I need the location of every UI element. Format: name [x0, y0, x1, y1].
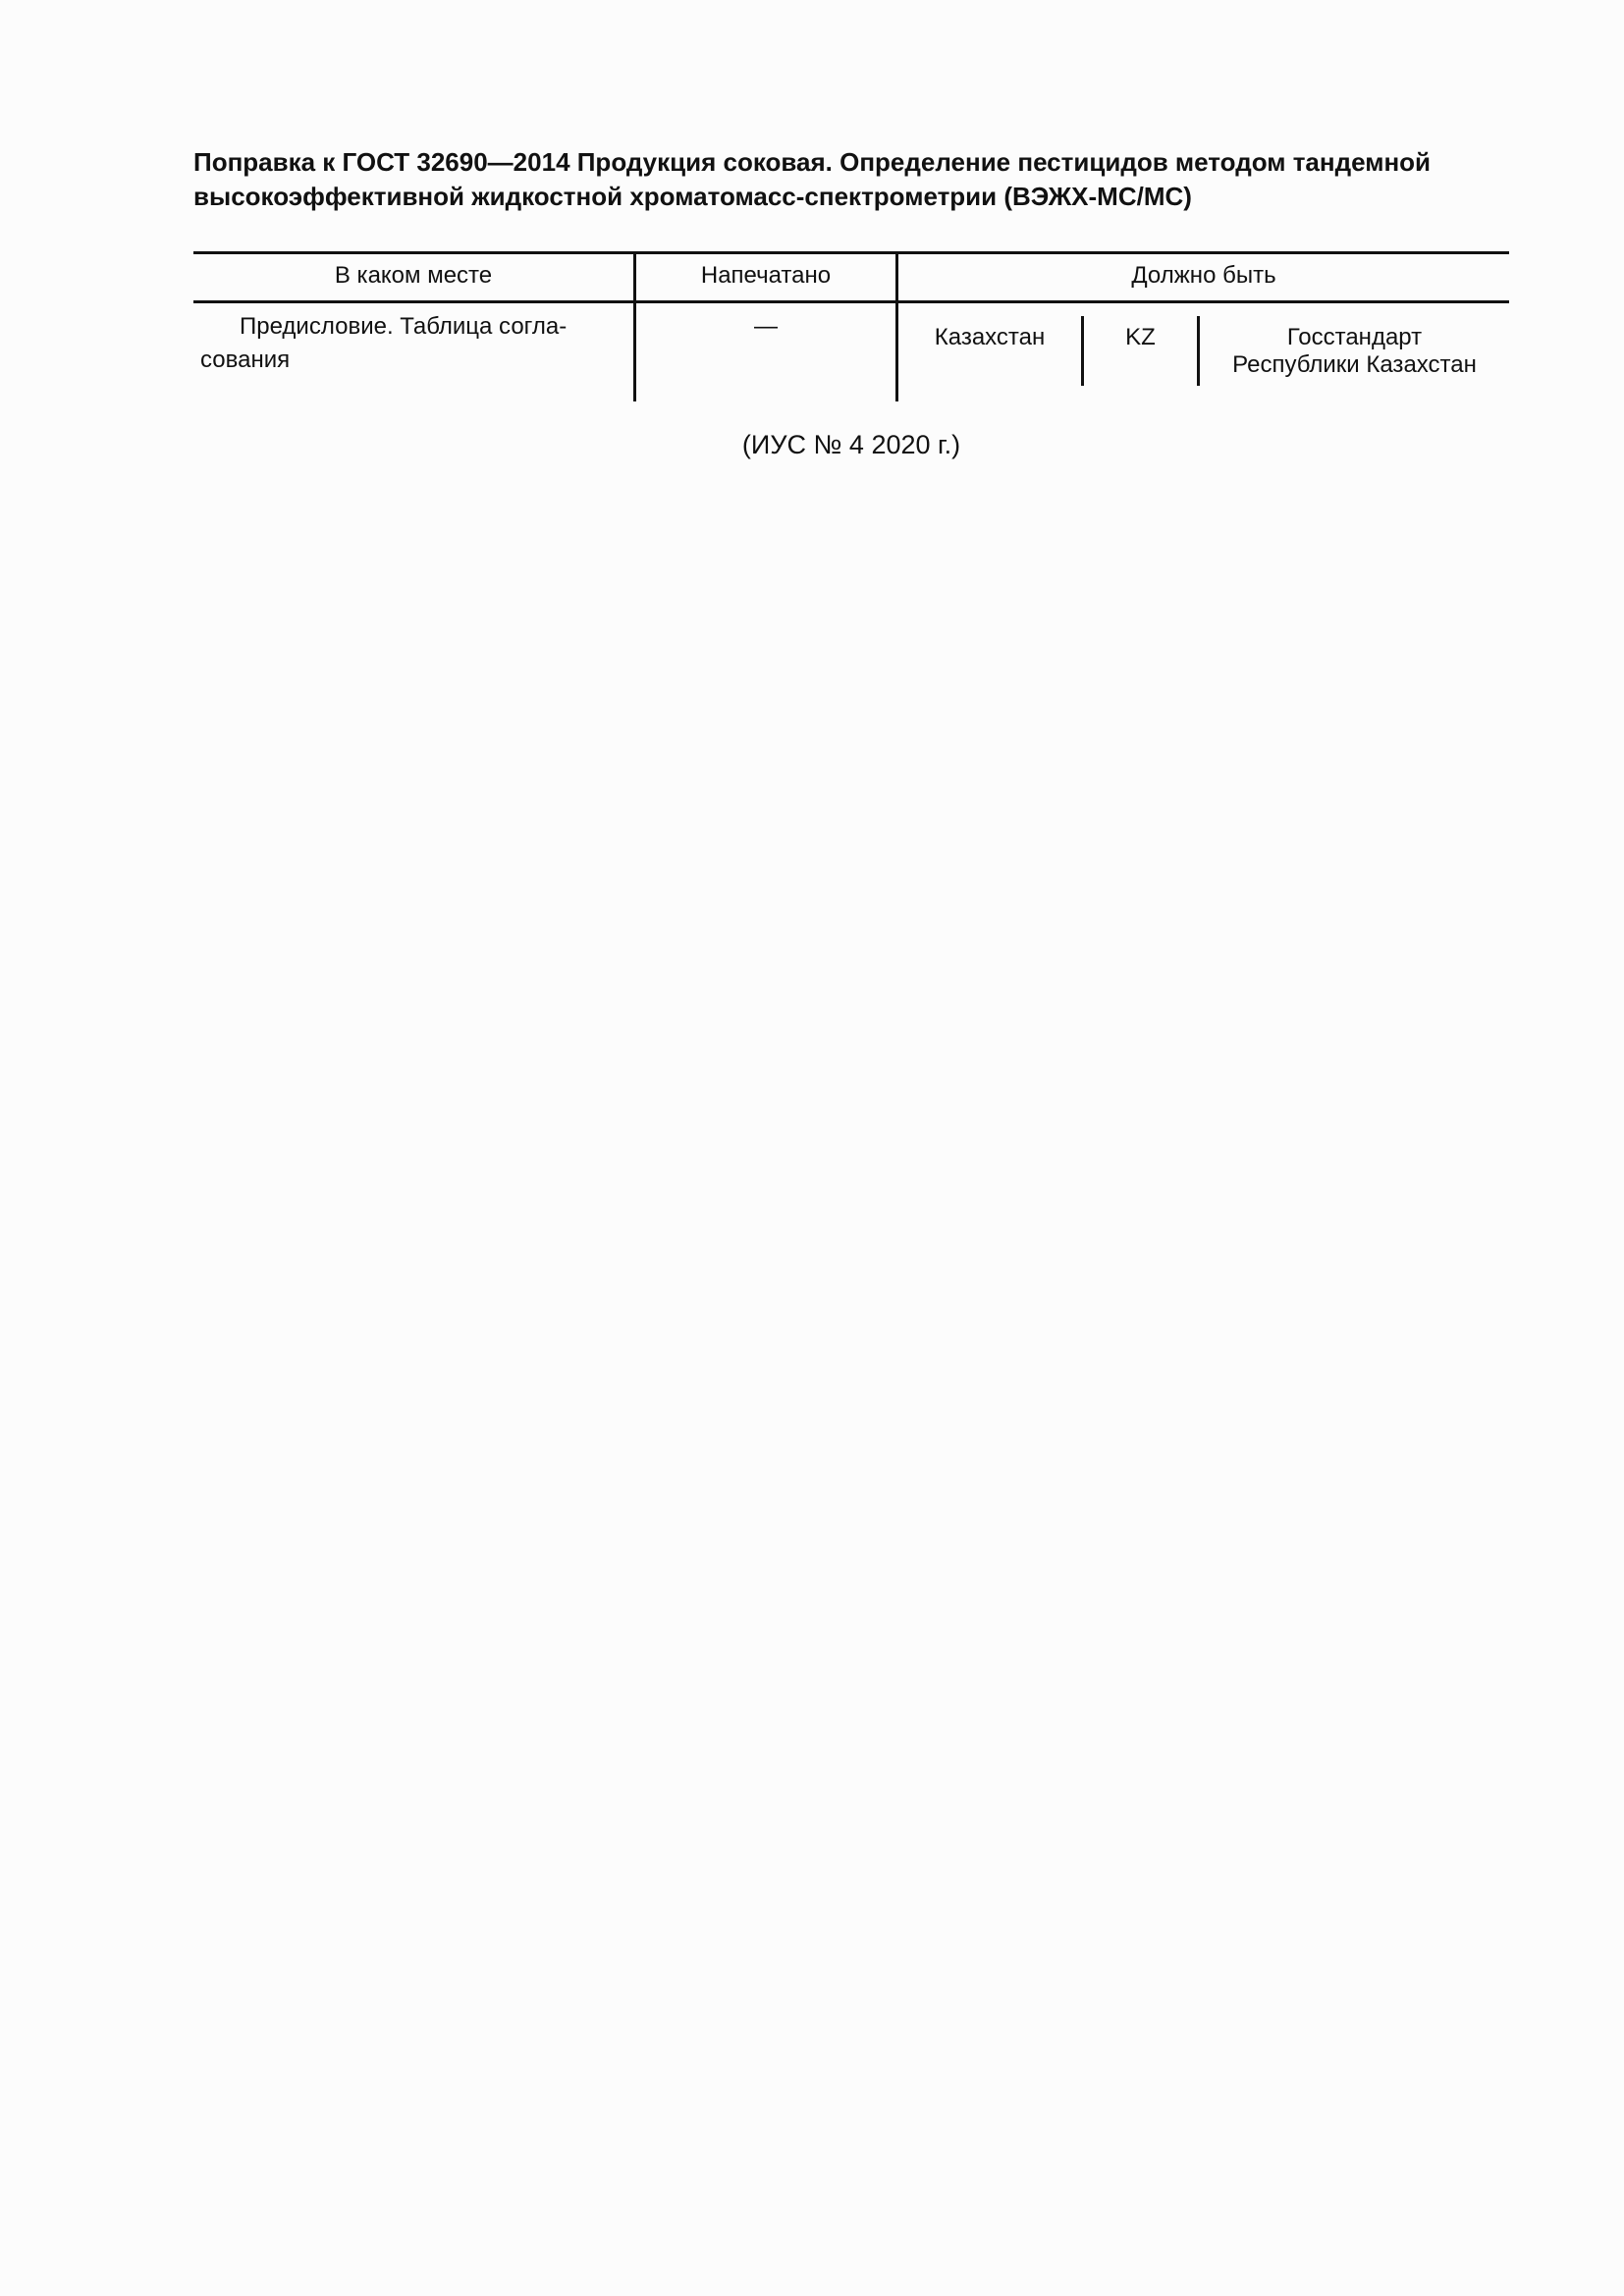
row-place-line-2: сования: [200, 347, 291, 373]
row-country: Казахстан: [934, 324, 1046, 350]
header-should-be: Должно быть: [1131, 262, 1276, 289]
publication-reference: (ИУС № 4 2020 г.): [741, 430, 961, 459]
row-agency-line-1: Госстандарт: [1286, 324, 1423, 350]
table-header-rule: [193, 300, 1509, 303]
document-title: [193, 145, 1509, 214]
row-place-line-1: Предисловие. Таблица согла-: [240, 313, 568, 340]
document-title-line-2: высокоэффективной жидкостной хроматомасс-спектрометрии (ВЭЖХ-МС/МС): [193, 182, 1192, 211]
table-top-rule: [193, 251, 1509, 254]
row-agency-line-2: Республики Казахстан: [1232, 351, 1477, 378]
row-country-code: KZ: [1125, 324, 1156, 350]
header-printed: Напечатано: [700, 262, 832, 289]
header-place: В каком месте: [334, 262, 493, 289]
row-printed-dash: —: [754, 313, 778, 340]
document-title-line-1: Поправка к ГОСТ 32690—2014 Продукция соковая. Определение пестицидов методом тандемной: [193, 147, 1432, 177]
